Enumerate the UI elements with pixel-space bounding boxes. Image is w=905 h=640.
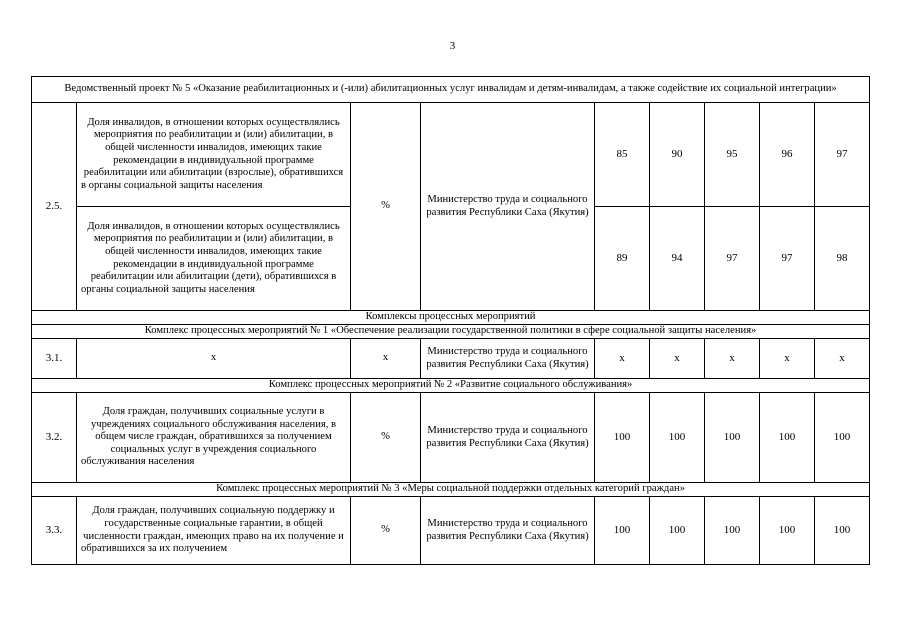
responsible-ministry: Министерство труда и социального развития Республики Саха (Якутия) (421, 497, 595, 565)
row-number: 3.3. (32, 497, 77, 565)
project-5-header: Ведомственный проект № 5 «Оказание реабилитационных и (-или) абилитационных услуг инвалидам и детям-инвалидам, а также содействие их социальной интеграции» (32, 77, 870, 103)
value-cell: 94 (650, 207, 705, 311)
value-cell: 96 (760, 103, 815, 207)
row-number: 3.1. (32, 339, 77, 379)
complex-2-header: Комплекс процессных мероприятий № 2 «Развитие социального обслуживания» (32, 379, 870, 393)
value-cell: 97 (705, 207, 760, 311)
value-cell: 90 (650, 103, 705, 207)
responsible-ministry: Министерство труда и социального развития Республики Саха (Якутия) (421, 103, 595, 311)
value-cell: 100 (760, 497, 815, 565)
indicator-description: х (77, 339, 351, 379)
page-number: 3 (449, 40, 456, 52)
indicator-description: Доля граждан, получивших социальные услуги в учреждениях социального обслуживания населения, в общем числе граждан, обратившихся за получением социальных услуг в учреждения социального обслуживания населения (77, 393, 351, 483)
unit-cell: х (351, 339, 421, 379)
complex-3-header-row (32, 483, 870, 497)
value-cell: х (815, 339, 870, 379)
value-cell: 97 (815, 103, 870, 207)
responsible-ministry: Министерство труда и социального развития Республики Саха (Якутия) (421, 339, 595, 379)
value-cell: 100 (595, 497, 650, 565)
complexes-header-row (32, 311, 870, 325)
value-cell: 100 (705, 393, 760, 483)
unit-cell: % (351, 393, 421, 483)
indicator-description: Доля граждан, получивших социальную поддержку и государственные социальные гарантии, в общей численности граждан, имеющих право на их получение и обратившихся за их получением (77, 497, 351, 565)
responsible-ministry: Министерство труда и социального развития Республики Саха (Якутия) (421, 393, 595, 483)
unit-cell: % (351, 497, 421, 565)
value-cell: 100 (815, 497, 870, 565)
indicator-description: Доля инвалидов, в отношении которых осуществлялись мероприятия по реабилитации и (или) абилитации, в общей численности инвалидов, имеющих такие рекомендации в индивидуальной программе реабилитации или абилитации (дети), обратившихся в органы социальной защиты населения (77, 207, 351, 311)
value-cell: 85 (595, 103, 650, 207)
table-row-3-3 (32, 497, 870, 565)
complex-3-header: Комплекс процессных мероприятий № 3 «Меры социальной поддержки отдельных категорий граждан» (32, 483, 870, 497)
value-cell: 100 (705, 497, 760, 565)
value-cell: 95 (705, 103, 760, 207)
unit-cell: % (351, 103, 421, 311)
value-cell: 100 (760, 393, 815, 483)
complexes-header: Комплексы процессных мероприятий (32, 311, 870, 325)
indicators-table (31, 76, 870, 565)
value-cell: 100 (815, 393, 870, 483)
value-cell: х (760, 339, 815, 379)
project-5-header-row (32, 77, 870, 103)
table-row-3-2 (32, 393, 870, 483)
value-cell: 100 (650, 497, 705, 565)
row-number: 3.2. (32, 393, 77, 483)
value-cell: 97 (760, 207, 815, 311)
value-cell: 100 (650, 393, 705, 483)
row-number: 2.5. (32, 103, 77, 311)
value-cell: х (705, 339, 760, 379)
complex-1-header-row (32, 325, 870, 339)
table-row-3-1 (32, 339, 870, 379)
table-row-2-5-adults (32, 103, 870, 207)
value-cell: 98 (815, 207, 870, 311)
complex-2-header-row (32, 379, 870, 393)
complex-1-header: Комплекс процессных мероприятий № 1 «Обеспечение реализации государственной политики в сфере социальной защиты населения» (32, 325, 870, 339)
value-cell: 89 (595, 207, 650, 311)
value-cell: х (650, 339, 705, 379)
value-cell: х (595, 339, 650, 379)
indicator-description: Доля инвалидов, в отношении которых осуществлялись мероприятия по реабилитации и (или) абилитации, в общей численности инвалидов, имеющих такие рекомендации в индивидуальной программе реабилитации или абилитации (взрослые), обратившихся в органы социальной защиты населения (77, 103, 351, 207)
value-cell: 100 (595, 393, 650, 483)
